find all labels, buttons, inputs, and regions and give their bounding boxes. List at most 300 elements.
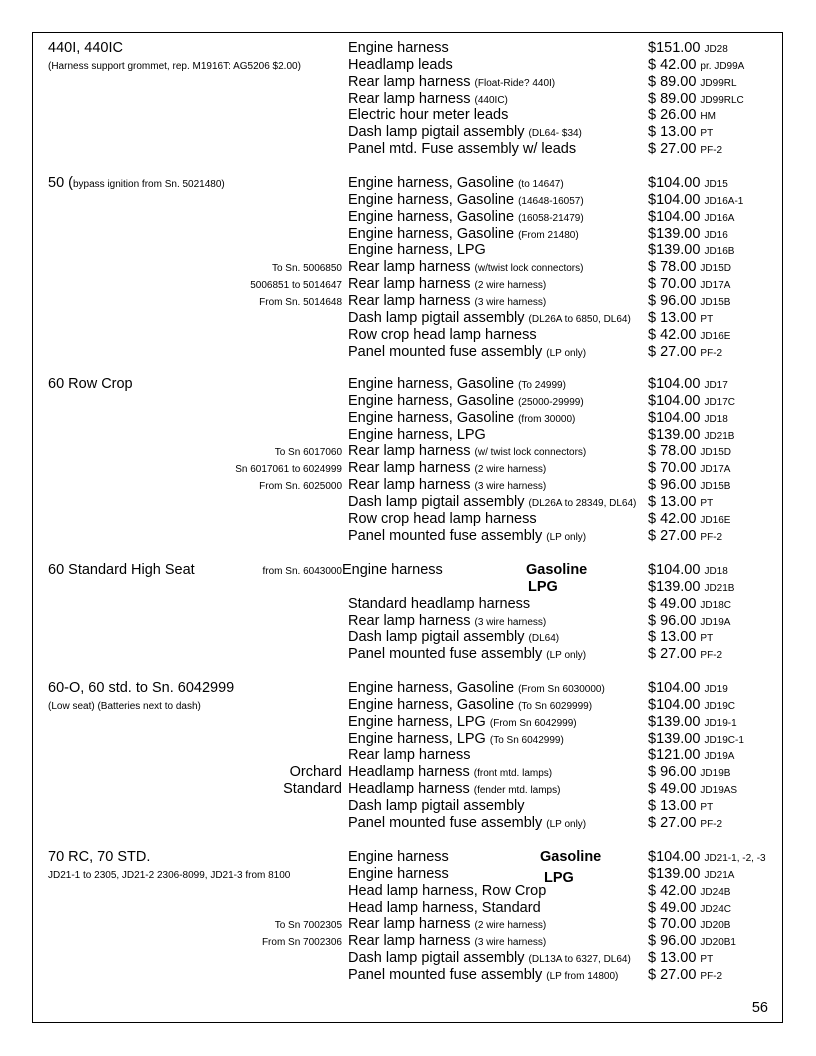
fuel-gasoline: Gasoline <box>540 849 602 865</box>
price-cell <box>648 410 728 428</box>
item-name: Engine harness, Gasoline <box>348 225 515 242</box>
item-description <box>348 226 579 244</box>
item-detail: (To Sn 6029999) <box>518 700 593 712</box>
part-code: PT <box>700 313 714 325</box>
price-cell <box>648 815 722 833</box>
model-name: 50 ( <box>48 175 73 191</box>
price-cell <box>648 242 734 260</box>
item-name: Dash lamp pigtail assembly <box>348 629 525 646</box>
item-description <box>348 494 636 512</box>
price-value: $139.00 <box>648 225 701 242</box>
part-code: PT <box>700 954 714 966</box>
price-cell <box>648 276 730 294</box>
item-name: Engine harness <box>348 40 449 56</box>
price-cell <box>648 393 735 411</box>
price-value: $104.00 <box>648 376 701 392</box>
price-cell <box>648 714 737 732</box>
item-name: Rear lamp harness <box>348 460 471 477</box>
price-cell <box>648 933 736 951</box>
price-cell <box>648 731 744 749</box>
price-cell <box>648 528 722 546</box>
part-code: JD19 <box>704 684 728 695</box>
item-description <box>348 883 546 900</box>
price-cell <box>648 293 730 311</box>
item-detail: (To Sn 6042999) <box>489 734 564 746</box>
price-value: $ 78.00 <box>648 443 697 460</box>
item-detail: (2 wire harness) <box>474 280 547 292</box>
item-description <box>348 697 592 715</box>
price-value: $ 42.00 <box>648 56 697 73</box>
item-name: Rear lamp harness <box>348 747 471 764</box>
price-value: $ 49.00 <box>648 781 697 798</box>
price-cell <box>648 764 730 782</box>
price-value: $ 42.00 <box>648 510 697 527</box>
item-description <box>348 764 552 782</box>
item-detail: (DL26A to 28349, DL64) <box>528 497 637 509</box>
item-name: Rear lamp harness <box>348 259 471 276</box>
item-description <box>348 731 564 749</box>
price-cell <box>648 91 744 109</box>
price-cell <box>648 613 730 631</box>
model-name: 60-O, 60 std. to Sn. 6042999 <box>48 680 235 696</box>
part-code: JD19AS <box>700 785 738 797</box>
part-code: JD28 <box>704 44 728 55</box>
item-name: Engine harness, Gasoline <box>348 680 515 696</box>
item-detail: (LP only) <box>546 650 587 662</box>
item-description <box>348 259 583 277</box>
item-name: Engine harness <box>348 865 449 882</box>
price-value: $121.00 <box>648 747 701 764</box>
item-description <box>348 528 586 546</box>
price-value: $ 96.00 <box>648 612 697 629</box>
item-description <box>348 40 449 57</box>
item-name: Engine harness, Gasoline <box>348 409 515 426</box>
item-name: Engine harness <box>342 562 443 578</box>
model-heading <box>48 680 234 697</box>
item-description <box>348 427 486 444</box>
part-code: JD19A <box>700 616 731 628</box>
item-description <box>348 781 560 799</box>
item-name: Engine harness, Gasoline <box>348 376 515 392</box>
serial-range: Sn 6017061 to 6024999 <box>235 464 342 476</box>
price-cell <box>648 798 713 816</box>
item-name: Rear lamp harness <box>348 933 471 950</box>
price-cell <box>648 900 731 918</box>
item-description <box>348 950 631 968</box>
serial-range: From Sn. 6025000 <box>259 481 342 493</box>
part-code: JD24C <box>700 903 731 915</box>
serial-range: To Sn 6017060 <box>274 447 342 459</box>
price-cell <box>648 747 734 765</box>
price-cell <box>648 175 728 193</box>
part-code: PF-2 <box>700 818 723 830</box>
price-value: $ 13.00 <box>648 950 697 967</box>
item-name: Rear lamp harness <box>348 292 471 309</box>
price-value: $139.00 <box>648 865 701 882</box>
item-name: Panel mtd. Fuse assembly w/ leads <box>348 141 577 158</box>
part-code: JD15D <box>700 447 731 459</box>
part-code: JD21-1, -2, -3 <box>704 853 766 864</box>
item-detail: (DL64- $34) <box>528 128 582 140</box>
item-description <box>348 900 541 917</box>
price-value: $139.00 <box>648 713 701 730</box>
price-cell <box>648 629 713 647</box>
price-cell <box>648 883 730 901</box>
fuel-gasoline: Gasoline <box>526 562 588 578</box>
item-detail: (From Sn 6042999) <box>489 717 577 729</box>
item-description <box>348 107 508 124</box>
price-cell <box>648 226 728 244</box>
serial-range: 5006851 to 5014647 <box>250 280 342 292</box>
item-name: Head lamp harness, Standard <box>348 899 541 916</box>
price-cell <box>648 781 737 799</box>
item-name: Panel mounted fuse assembly <box>348 527 543 544</box>
part-code: JD15 <box>704 179 728 190</box>
price-value: $ 27.00 <box>648 814 697 831</box>
item-detail: (LP only) <box>546 818 587 830</box>
item-detail: (25000-29999) <box>518 396 584 408</box>
item-name: Dash lamp pigtail assembly <box>348 950 525 967</box>
variant-label: Standard <box>283 781 342 798</box>
part-code: JD21B <box>704 582 735 594</box>
item-name: Standard headlamp harness <box>348 595 531 612</box>
price-cell <box>648 327 730 345</box>
price-value: $ 96.00 <box>648 764 697 781</box>
part-code: PT <box>700 633 714 645</box>
serial-range: To Sn. 5006850 <box>271 263 342 275</box>
part-code: PT <box>700 128 714 140</box>
item-name: Rear lamp harness <box>348 90 471 107</box>
item-description <box>348 393 584 411</box>
item-description <box>348 124 582 142</box>
item-name: Electric hour meter leads <box>348 107 509 124</box>
price-value: $ 78.00 <box>648 259 697 276</box>
model-heading <box>48 376 133 393</box>
price-value: $104.00 <box>648 849 701 865</box>
price-cell <box>648 680 728 698</box>
price-value: $ 27.00 <box>648 527 697 544</box>
item-description <box>348 511 537 528</box>
price-value: $ 70.00 <box>648 916 697 933</box>
price-cell <box>648 124 713 142</box>
part-code: JD19-1 <box>704 717 737 729</box>
item-description <box>348 410 575 428</box>
part-code: JD15B <box>700 296 731 308</box>
price-value: $ 26.00 <box>648 107 697 124</box>
item-name: Engine harness, LPG <box>348 242 486 259</box>
part-code: PF-2 <box>700 531 723 543</box>
part-code: PT <box>700 497 714 509</box>
price-cell <box>648 376 728 394</box>
part-code: JD99RLC <box>700 94 744 106</box>
fuel-lpg: LPG <box>544 869 574 886</box>
price-value: $ 42.00 <box>648 326 697 343</box>
price-value: $104.00 <box>648 409 701 426</box>
item-name: Rear lamp harness <box>348 276 471 293</box>
price-value: $ 13.00 <box>648 629 697 646</box>
item-detail: (From Sn 6030000) <box>518 684 605 695</box>
price-value: $ 27.00 <box>648 343 697 360</box>
item-description <box>348 175 564 193</box>
model-heading <box>48 562 195 579</box>
part-code: PF-2 <box>700 145 723 157</box>
item-description <box>348 798 525 815</box>
part-code: JD18 <box>704 413 728 425</box>
item-description <box>348 646 586 664</box>
part-code: JD16 <box>704 229 728 241</box>
fuel-lpg: LPG <box>528 578 558 595</box>
price-cell <box>648 916 730 934</box>
price-cell <box>648 477 730 495</box>
item-description <box>348 57 453 74</box>
model-note: JD21-1 to 2305, JD21-2 2306-8099, JD21-3 from 8100 <box>48 869 291 881</box>
item-detail: (2 wire harness) <box>474 464 547 476</box>
price-cell <box>648 443 731 461</box>
part-code: JD15B <box>700 481 731 493</box>
item-detail: (DL64) <box>528 633 560 645</box>
item-description <box>348 967 618 985</box>
item-description <box>348 916 546 934</box>
price-value: $ 96.00 <box>648 292 697 309</box>
price-cell <box>648 967 722 985</box>
serial-range: From Sn 7002306 <box>261 937 342 949</box>
item-name: Rear lamp harness <box>348 73 471 90</box>
price-value: $139.00 <box>648 242 701 259</box>
item-detail: (LP only) <box>546 531 587 543</box>
price-cell <box>648 646 722 664</box>
price-cell <box>648 579 734 597</box>
price-cell <box>648 209 734 227</box>
item-detail: (From 21480) <box>518 229 579 241</box>
price-value: $ 27.00 <box>648 141 697 158</box>
item-description <box>348 91 508 109</box>
item-detail: (front mtd. lamps) <box>473 768 553 780</box>
model-heading <box>48 175 225 193</box>
item-detail: (Float-Ride? 440I) <box>474 77 556 89</box>
price-cell <box>648 562 728 580</box>
item-description <box>348 629 559 647</box>
item-detail: (2 wire harness) <box>474 920 547 932</box>
item-name: Panel mounted fuse assembly <box>348 646 543 663</box>
model-note: bypass ignition from Sn. 5021480) <box>73 179 225 190</box>
price-value: $ 13.00 <box>648 797 697 814</box>
part-code: PF-2 <box>700 970 723 982</box>
item-description <box>348 747 471 764</box>
model-note: (Low seat) (Batteries next to dash) <box>48 700 201 712</box>
part-code: JD16A-1 <box>704 195 744 207</box>
item-name: Engine harness, Gasoline <box>348 696 515 713</box>
item-description <box>348 141 576 158</box>
item-description <box>348 293 546 311</box>
price-value: $ 49.00 <box>648 595 697 612</box>
part-code: JD99RL <box>700 77 737 89</box>
part-code: JD19A <box>704 751 735 763</box>
price-value: $ 70.00 <box>648 460 697 477</box>
price-value: $104.00 <box>648 191 701 208</box>
item-name: Engine harness, Gasoline <box>348 208 515 225</box>
model-heading <box>48 40 123 57</box>
item-detail: (3 wire harness) <box>474 296 547 308</box>
price-cell <box>648 310 713 328</box>
item-detail: (3 wire harness) <box>474 616 547 628</box>
item-description <box>348 242 486 259</box>
item-name: Row crop head lamp harness <box>348 510 537 527</box>
price-value: $ 89.00 <box>648 73 697 90</box>
serial-range: from Sn. 6043000 <box>262 566 342 577</box>
item-detail: (DL26A to 6850, DL64) <box>528 313 631 325</box>
price-cell <box>648 494 713 512</box>
item-name: Rear lamp harness <box>348 612 471 629</box>
price-cell <box>648 866 734 884</box>
item-description <box>348 613 546 631</box>
item-name: Rear lamp harness <box>348 443 471 460</box>
item-detail: (440IC) <box>474 94 508 106</box>
price-cell <box>648 259 731 277</box>
item-name: Dash lamp pigtail assembly <box>348 309 525 326</box>
item-description <box>348 376 566 394</box>
item-name: Engine harness, Gasoline <box>348 191 515 208</box>
item-detail: (14648-16057) <box>518 195 584 207</box>
price-value: $ 13.00 <box>648 124 697 141</box>
item-description <box>348 344 586 362</box>
part-code: JD16E <box>700 330 731 342</box>
item-name: Engine harness <box>348 849 449 865</box>
price-value: $151.00 <box>648 40 701 56</box>
page-number: 56 <box>751 1000 768 1016</box>
item-detail: (to 14647) <box>518 179 564 190</box>
price-value: $ 96.00 <box>648 477 697 494</box>
price-value: $104.00 <box>648 562 701 578</box>
item-name: Engine harness, Gasoline <box>348 175 515 191</box>
price-value: $ 13.00 <box>648 309 697 326</box>
model-name: 60 Standard High Seat <box>48 562 195 578</box>
price-value: $ 42.00 <box>648 882 697 899</box>
price-value: $ 96.00 <box>648 933 697 950</box>
item-detail: (fender mtd. lamps) <box>473 785 561 797</box>
part-code: JD18C <box>700 599 731 611</box>
item-description <box>348 680 605 698</box>
price-value: $ 89.00 <box>648 90 697 107</box>
serial-range: To Sn 7002305 <box>274 920 342 932</box>
item-description <box>348 327 537 344</box>
item-detail: (from 30000) <box>518 413 576 425</box>
item-description <box>348 933 546 951</box>
item-description <box>348 866 449 883</box>
part-code: JD17A <box>700 280 731 292</box>
price-cell <box>648 511 730 529</box>
part-code: JD17A <box>700 464 731 476</box>
item-detail: (DL13A to 6327, DL64) <box>528 954 631 966</box>
model-name: 440I, 440IC <box>48 40 123 56</box>
part-code: JD17C <box>704 396 736 408</box>
part-code: PT <box>700 801 714 813</box>
price-cell <box>648 74 737 92</box>
part-code: PF-2 <box>700 347 723 359</box>
model-name: 70 RC, 70 STD. <box>48 849 151 865</box>
item-description <box>348 443 586 461</box>
price-cell <box>648 57 744 75</box>
price-cell <box>648 141 722 159</box>
item-detail: (LP only) <box>546 347 587 359</box>
part-code: pr. JD99A <box>700 60 745 72</box>
price-value: $104.00 <box>648 392 701 409</box>
item-description <box>348 460 546 478</box>
part-code: JD21B <box>704 430 735 442</box>
item-name: Engine harness, LPG <box>348 730 486 747</box>
item-detail: (LP from 14800) <box>546 970 619 982</box>
item-detail: (To 24999) <box>518 380 566 391</box>
item-name: Head lamp harness, Row Crop <box>348 882 547 899</box>
item-name: Engine harness, LPG <box>348 426 486 443</box>
price-cell <box>648 950 713 968</box>
item-name: Headlamp harness <box>348 781 470 798</box>
part-code: JD24B <box>700 886 731 898</box>
item-description <box>348 849 449 866</box>
part-code: JD19B <box>700 768 731 780</box>
price-cell <box>648 107 716 125</box>
item-description <box>348 815 586 833</box>
price-value: $ 49.00 <box>648 899 697 916</box>
item-description <box>348 477 546 495</box>
part-code: JD17 <box>704 380 728 391</box>
model-heading <box>48 849 150 866</box>
item-description <box>348 209 584 227</box>
part-code: JD16B <box>704 246 735 258</box>
item-detail: (16058-21479) <box>518 212 584 224</box>
item-name: Engine harness, Gasoline <box>348 392 515 409</box>
item-name: Headlamp harness <box>348 764 470 781</box>
part-code: JD19C-1 <box>704 734 744 746</box>
price-value: $104.00 <box>648 680 701 696</box>
item-name: Rear lamp harness <box>348 477 471 494</box>
item-description <box>348 192 584 210</box>
model-note: (Harness support grommet, rep. M1916T: AG5206 $2.00) <box>48 60 301 72</box>
item-description <box>348 74 555 92</box>
item-name: Dash lamp pigtail assembly <box>348 797 525 814</box>
item-name: Dash lamp pigtail assembly <box>348 493 525 510</box>
price-cell <box>648 849 766 867</box>
item-detail: (w/twist lock connectors) <box>474 263 584 275</box>
item-detail: (3 wire harness) <box>474 937 547 949</box>
serial-range: From Sn. 5014648 <box>259 296 342 308</box>
part-code: JD16A <box>704 212 735 224</box>
part-code: JD20B1 <box>700 937 736 949</box>
part-code: JD15D <box>700 263 731 275</box>
price-value: $139.00 <box>648 578 701 595</box>
price-cell <box>648 40 728 58</box>
item-description <box>348 276 546 294</box>
price-value: $104.00 <box>648 696 701 713</box>
item-description <box>348 310 631 328</box>
item-name: Row crop head lamp harness <box>348 326 537 343</box>
price-cell <box>648 460 730 478</box>
part-code: JD19C <box>704 700 736 712</box>
item-name: Dash lamp pigtail assembly <box>348 124 525 141</box>
price-value: $ 27.00 <box>648 646 697 663</box>
part-code: HM <box>700 111 716 123</box>
price-cell <box>648 192 743 210</box>
price-value: $139.00 <box>648 426 701 443</box>
item-name: Rear lamp harness <box>348 916 471 933</box>
price-value: $104.00 <box>648 175 701 191</box>
part-code: JD16E <box>700 514 731 526</box>
price-cell <box>648 427 734 445</box>
part-code: JD20B <box>700 920 731 932</box>
item-detail: (w/ twist lock connectors) <box>474 447 587 459</box>
variant-label: Orchard <box>289 764 342 781</box>
price-value: $104.00 <box>648 208 701 225</box>
price-cell <box>648 596 731 614</box>
